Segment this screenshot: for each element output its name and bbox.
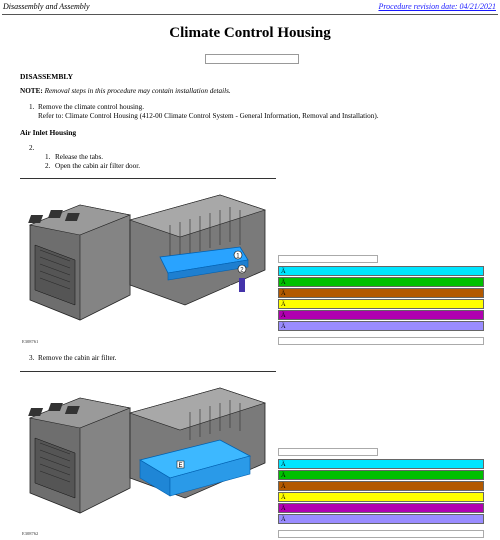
- figure-2-id: E308762: [22, 531, 39, 536]
- legend-2-color-bar-2: Ã: [278, 470, 484, 480]
- page-title: Climate Control Housing: [169, 25, 331, 41]
- disassembly-heading: DISASSEMBLY: [20, 72, 74, 81]
- revision-date-link[interactable]: Procedure revision date: 04/21/2021: [378, 2, 496, 11]
- step-3-divider: [20, 371, 276, 372]
- callout-e-label: E: [230, 285, 234, 291]
- legend-2-color-bar-1: Ã: [278, 459, 484, 469]
- step-1-number: 1.: [29, 103, 35, 111]
- callout-2-label: 2: [240, 267, 244, 274]
- step-1-text: Remove the climate control housing.: [38, 103, 144, 111]
- header-divider: [2, 14, 498, 15]
- legend-1-footer-box: [278, 337, 484, 345]
- step-3-text: Remove the cabin air filter.: [38, 354, 117, 362]
- header-section-title: Disassembly and Assembly: [3, 2, 90, 11]
- legend-2-color-bar-3: Ã: [278, 481, 484, 491]
- legend-1-color-bar-5: Ã: [278, 310, 484, 320]
- legend-1-color-bar-6: Ã: [278, 321, 484, 331]
- legend-1-color-bar-4: Ã: [278, 299, 484, 309]
- legend-2-color-bar-6: Ã: [278, 514, 484, 524]
- step-2-divider: [20, 178, 276, 179]
- note-paragraph: [20, 87, 231, 96]
- title-placeholder-box: [205, 54, 299, 64]
- air-inlet-housing-heading: Air Inlet Housing: [20, 128, 77, 137]
- figure-1-illustration: [20, 185, 276, 335]
- legend-2-color-bar-4: Ã: [278, 492, 484, 502]
- figure-1-id: E308761: [22, 339, 39, 344]
- step-1-reference-link[interactable]: Refer to: Climate Control Housing (412-00 Climate Control System - General Information, Removal and Installation).: [38, 112, 379, 120]
- step-2-sub-2-text: Open the cabin air filter door.: [55, 162, 141, 170]
- legend-2-color-bar-5: Ã: [278, 503, 484, 513]
- step-2-sub-2-number: 2.: [45, 162, 51, 170]
- step-2-sub-1-number: 1.: [45, 153, 51, 161]
- legend-1-color-bar-1: Ã: [278, 266, 484, 276]
- figure-2-illustration: [20, 378, 276, 528]
- tab-indicator: [239, 278, 245, 292]
- callout-1-label: 1: [236, 253, 240, 260]
- step-2-number: 2.: [29, 144, 35, 152]
- legend-1-color-bar-3: Ã: [278, 288, 484, 298]
- legend-2-footer-box: [278, 530, 484, 538]
- note-text: Removal steps in this procedure may contain installation details.: [44, 87, 231, 95]
- note-label: NOTE:: [20, 87, 43, 95]
- step-2-sub-1-text: Release the tabs.: [55, 153, 104, 161]
- step-3-number: 3.: [29, 354, 35, 362]
- legend-1-color-bar-2: Ã: [278, 277, 484, 287]
- filter-callout-label: E: [178, 463, 183, 469]
- legend-1-header-box: [278, 255, 378, 263]
- legend-2-header-box: [278, 448, 378, 456]
